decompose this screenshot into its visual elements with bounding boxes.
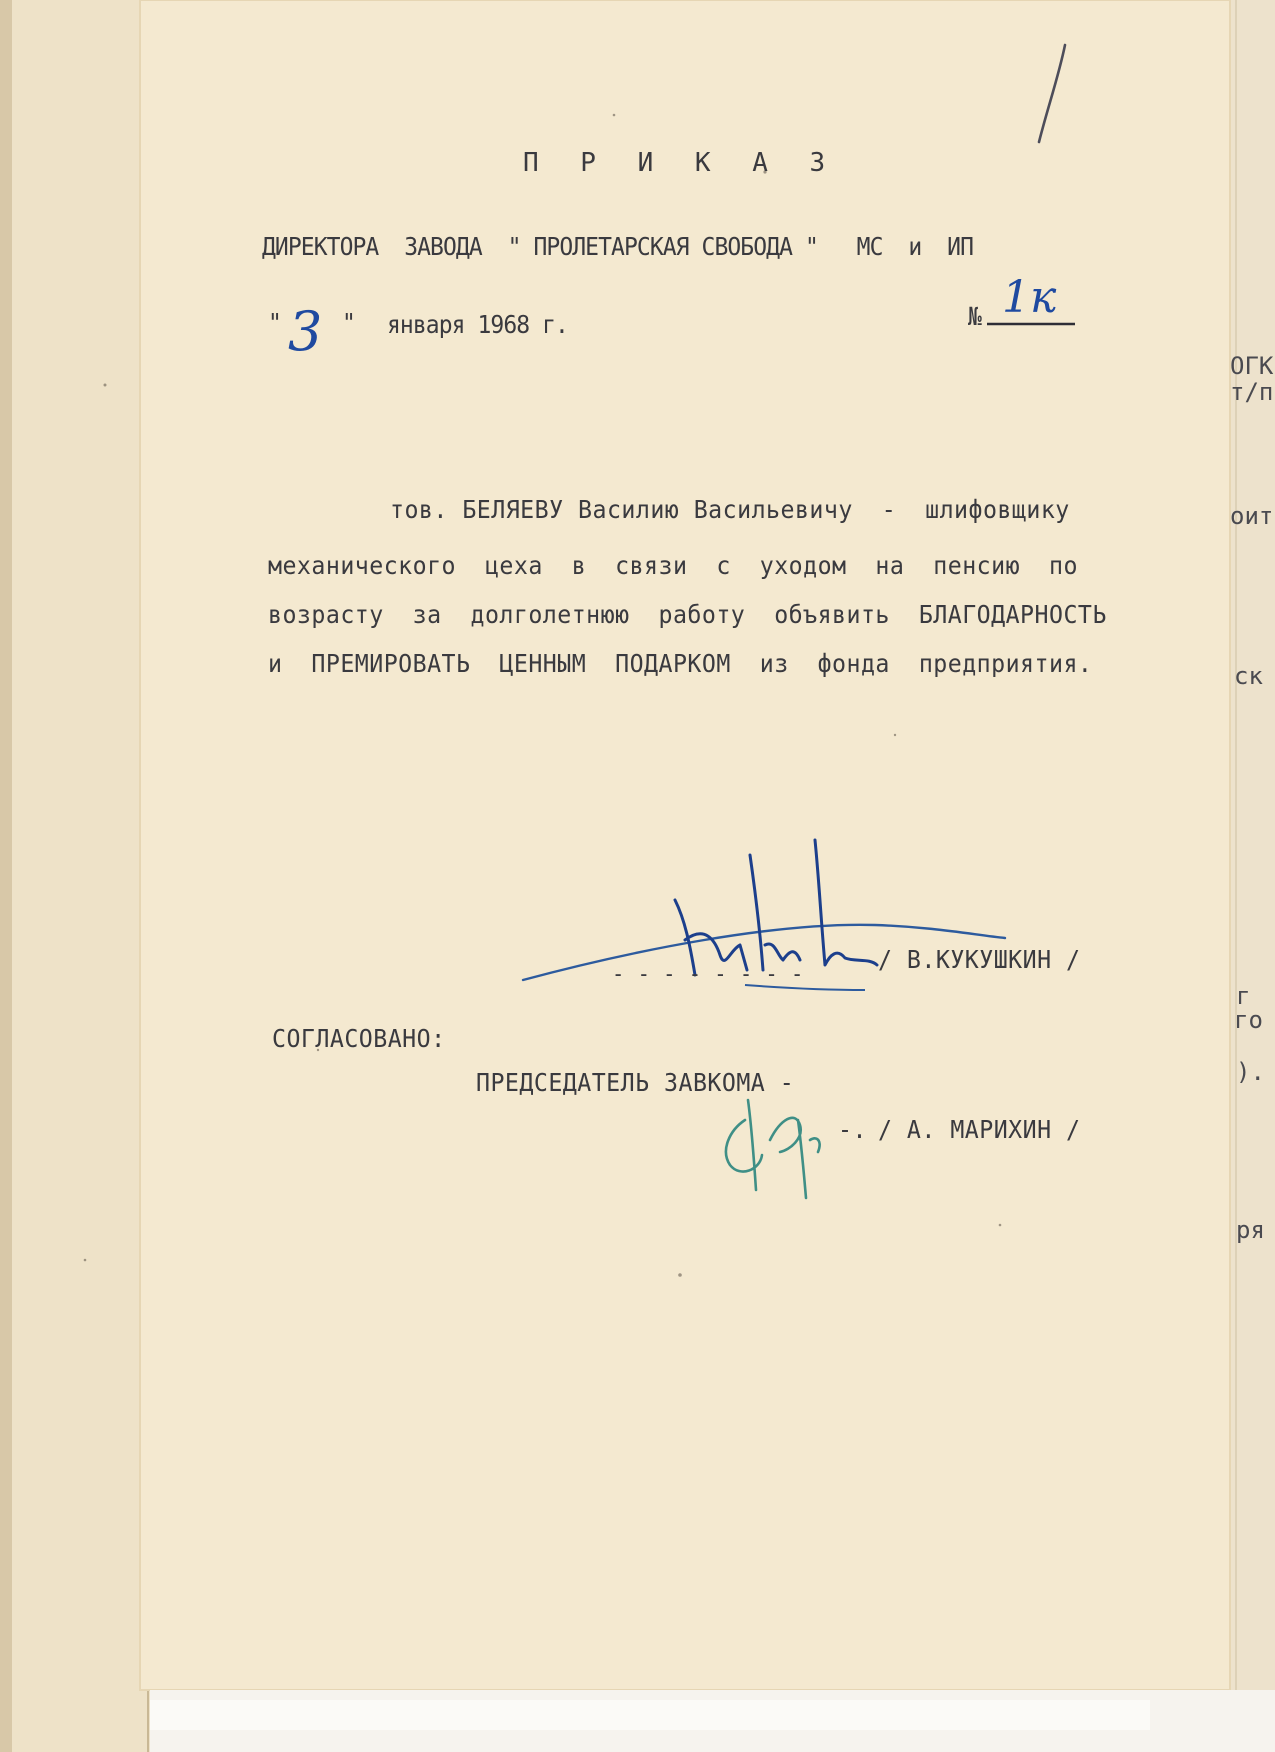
chairman-dash: -. [838, 1115, 867, 1144]
fragment-text: ). [1236, 1058, 1265, 1086]
fragment-text: го [1234, 1006, 1263, 1034]
chairman-signature [700, 1080, 860, 1210]
fragment-text: ОГК [1230, 352, 1274, 380]
page-number-mark [1025, 40, 1075, 150]
fragment-text: т/п [1230, 378, 1274, 406]
director-dashes: - - - - - - - - [612, 962, 804, 987]
date-text: января 1968 г. [387, 310, 568, 339]
document-title: П Р И К А З [523, 148, 839, 178]
director-name: / В.КУКУШКИН / [878, 945, 1081, 974]
chairman-label: ПРЕДСЕДАТЕЛЬ ЗАВКОМА - [476, 1068, 795, 1097]
fragment-text: ск [1234, 662, 1263, 690]
order-number-underline [985, 318, 1077, 330]
order-number-handwritten: 1к [1002, 272, 1057, 323]
fragment-text: ря [1236, 1216, 1265, 1244]
fragment-text: оит [1230, 502, 1274, 530]
chairman-name: / А. МАРИХИН / [878, 1115, 1081, 1144]
date-quote-close: " [342, 308, 355, 337]
body-line-3: возрасту за долголетнюю работу объявить БЛАГОДАРНОСТЬ [268, 600, 1107, 629]
order-number-label: № [968, 302, 981, 331]
folder-cover-strip [0, 0, 150, 1752]
director-line: ДИРЕКТОРА ЗАВОДА " ПРОЛЕТАРСКАЯ СВОБОДА " МС и ИП [262, 232, 974, 261]
fragment-text: г [1236, 982, 1251, 1010]
date-quote-open: " [268, 308, 281, 337]
body-line-2: механического цеха в связи с уходом на пенсию по [268, 551, 1078, 580]
body-line-1: тов. БЕЛЯЕВУ Василию Васильевичу - шлифовщику [390, 495, 1070, 524]
body-line-4: и ПРЕМИРОВАТЬ ЦЕННЫМ ПОДАРКОМ из фонда предприятия. [268, 649, 1093, 678]
date-day-handwritten: 3 [288, 300, 323, 363]
agreed-label: СОГЛАСОВАНО: [272, 1024, 446, 1053]
